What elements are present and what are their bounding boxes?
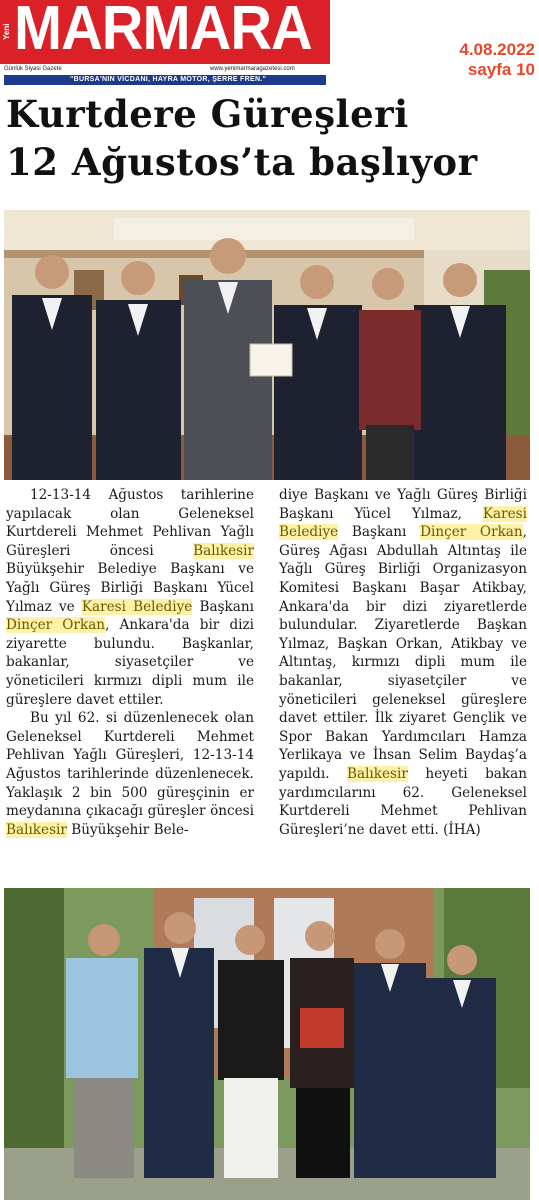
article-column-1	[6, 486, 254, 839]
headline-line-2: 12 Ağustos’ta başlıyor	[6, 140, 478, 184]
highlighted-text: Dinçer Orkan	[420, 524, 523, 541]
logo-side-label: Yeni	[2, 23, 11, 41]
logo-wordmark: MARMARA	[14, 0, 312, 63]
article-text: heyeti bakan yardımcılarını 62. Geleneksel Kurtdereli Mehmet Pehlivan Güreşleri’ne davet etti. (İHA)	[279, 765, 527, 838]
article-paragraph	[6, 486, 254, 709]
article-text: Başkanı	[338, 524, 421, 541]
article-text: Büyükşehir Belediye Başkanı ve Yağlı Güreş Birliği Başkanı Yücel Yılmaz ve	[6, 561, 254, 615]
newspaper-logo	[0, 0, 330, 64]
article-text: , Güreş Ağası Abdullah Altıntaş ile Yağlı Güreş Birliği Organizasyon Komitesi Başkanı Başar Atikbay, Ankara'da bir dizi ziyaretlerde bulundular. Ziyaretlerde Başkan Yılmaz, Başkan Orkan, Atikbay ve Altıntaş, kırmızı dipli mum ile bakanlar, siyasetçiler ve yöneticileri geleneksel güreşlere davet ettiler. İlk ziyaret Gençlik ve Spor Bakan Yardımcıları Hamza Yerlikaya ve İhsan Selim Baydaş’a yapıldı.	[279, 524, 527, 782]
headline-line-1: Kurtdere Güreşleri	[6, 92, 409, 136]
logo-subtitle: Günlük Siyasi Gazete	[4, 66, 62, 72]
masthead	[0, 0, 330, 86]
highlighted-text: Balıkesir	[193, 542, 254, 559]
article-text: Başkanı	[192, 598, 254, 615]
news-photo-group	[4, 888, 530, 1200]
article-text: , Ankara'da bir dizi ziyarette bulundu. Başkanlar, bakanlar, siyasetçiler ve yöneticileri kırmızı dipli mum ile güreşlere davet ettiler.	[6, 617, 255, 708]
highlighted-text: Karesi Belediye	[81, 598, 193, 615]
highlighted-text: Balıkesir	[346, 765, 408, 782]
logo-website: www.yenimarmaragazetesi.com	[210, 66, 295, 72]
highlighted-text: Dinçer Orkan	[6, 617, 106, 634]
meeting-photo-illustration	[4, 210, 530, 480]
edition-page: sayfa 10	[467, 60, 535, 79]
group-photo-illustration	[4, 888, 530, 1200]
highlighted-text: Balıkesir	[6, 821, 67, 838]
article-column-2	[279, 486, 527, 839]
highlighted-text: Karesi Belediye	[279, 505, 527, 541]
article-text: diye Başkanı ve Yağlı Güreş Birliği Başkanı Yücel Yılmaz,	[279, 487, 527, 522]
article-text: 12-13-14 Ağustos tarihlerine yapılacak olan Geleneksel Kurtdereli Mehmet Pehlivan Yağlı Güreşleri öncesi	[6, 487, 254, 559]
article-paragraph	[6, 709, 254, 839]
edition-date: 4.08.2022	[459, 40, 535, 59]
article-paragraph	[279, 486, 527, 839]
news-photo-meeting	[4, 210, 530, 480]
motto-text: "BURSA'NIN VİCDANI, HAYRA MOTOR, ŞERRE FREN."	[70, 76, 267, 83]
article-text: Büyükşehir Bele-	[66, 821, 189, 838]
article-text: Bu yıl 62. si düzenlenecek olan Geleneksel Kurtdereli Mehmet Pehlivan Yağlı Güreşleri, 12-13-14 Ağustos tarihlerinde düzenlenecek. Yaklaşık 2 bin 500 güreşçinin er meydanına çıkacağı güreşler öncesi	[6, 710, 254, 820]
headline	[6, 90, 536, 186]
edition-info	[459, 40, 535, 80]
